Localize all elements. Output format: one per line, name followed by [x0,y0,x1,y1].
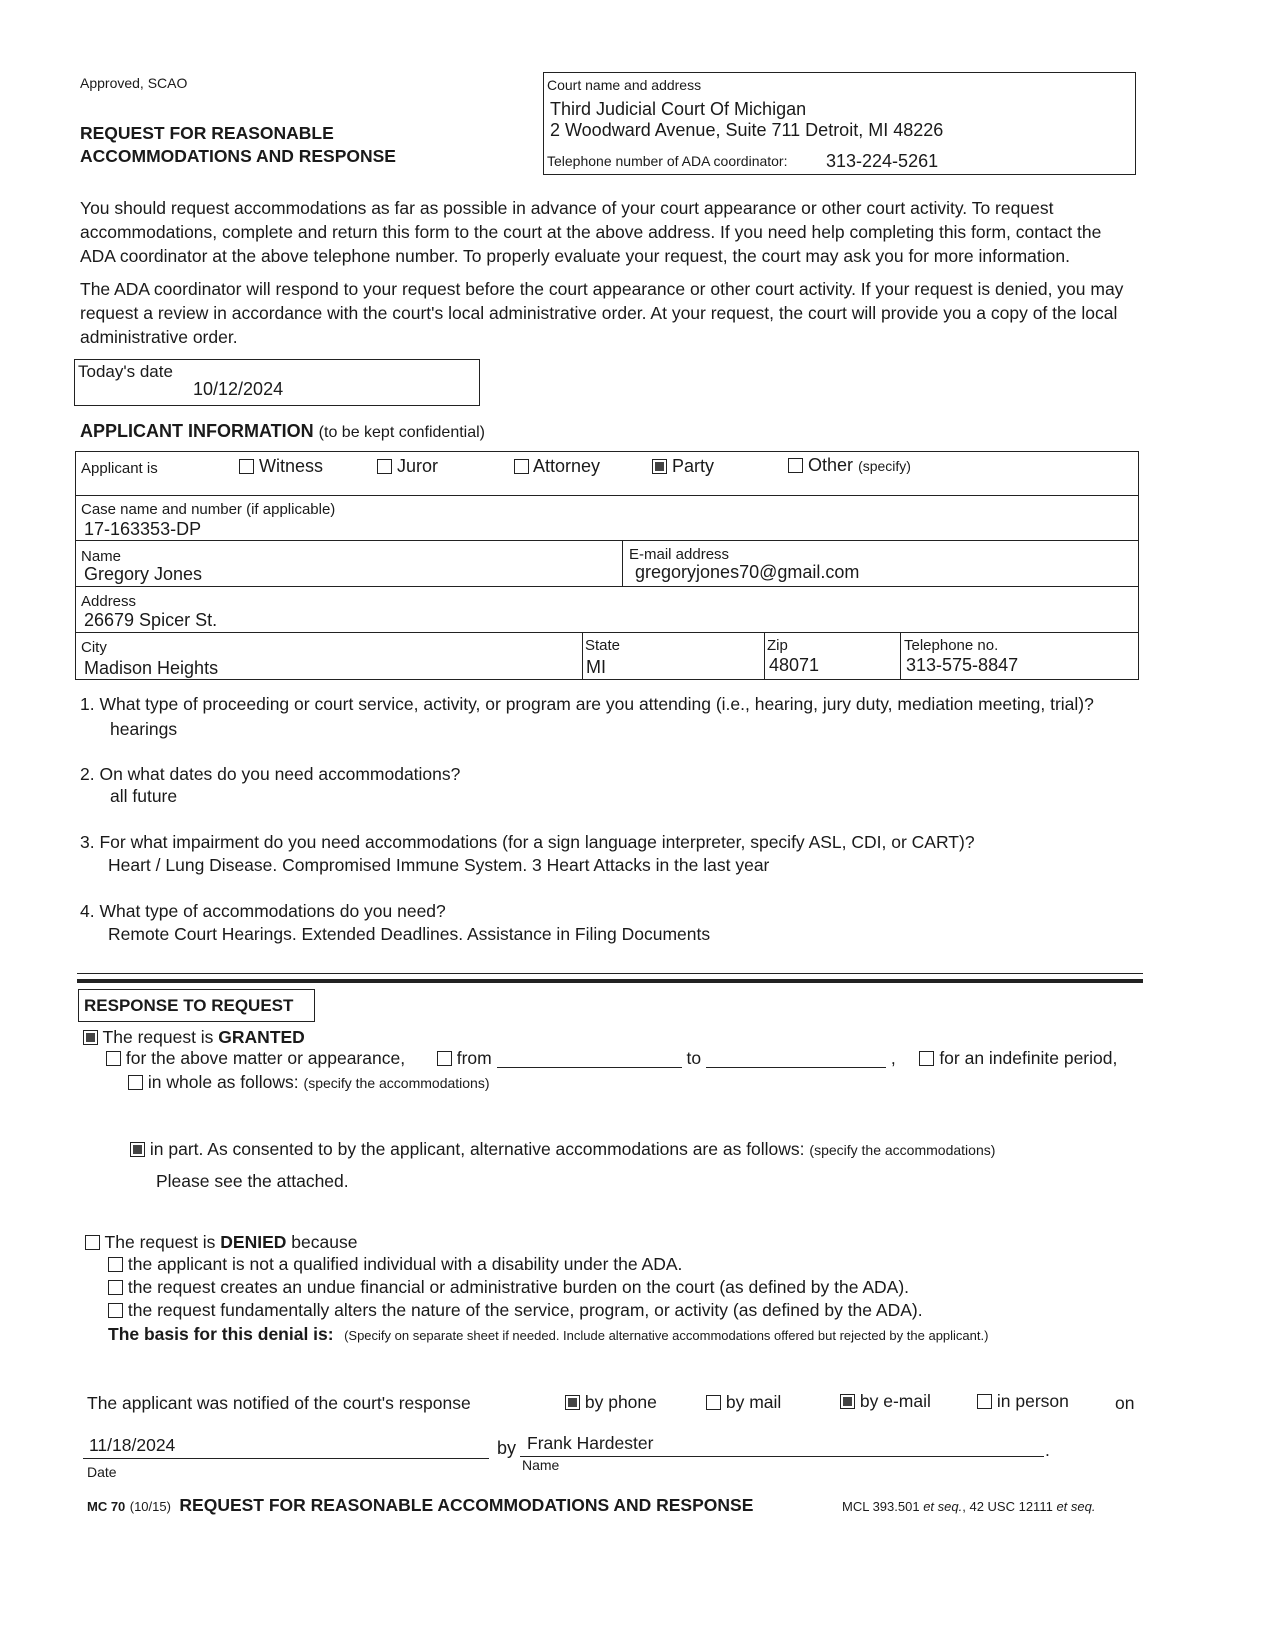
question-3-text: 3. For what impairment do you need accommodations (for a sign language interpreter, specify ASL, CDI, or CART)? [80,832,975,852]
basis-label: The basis for this denial is: [108,1324,334,1344]
role-party[interactable] [652,456,714,477]
notify-email-label: by e-mail [859,1391,931,1411]
separator-thin [77,973,1143,974]
denied-row[interactable] [85,1232,357,1253]
notify-mail[interactable] [706,1392,781,1413]
in-part-checkbox[interactable] [130,1142,145,1157]
by-label: by [497,1438,517,1458]
role-party-label: Party [672,456,715,476]
name-value[interactable]: Gregory Jones [84,564,203,584]
city-value[interactable]: Madison Heights [84,658,219,678]
from-checkbox[interactable] [437,1051,452,1066]
denied-reason-2[interactable] [108,1277,909,1298]
footer-usc: , 42 USC 12111 [962,1499,1053,1514]
address-value[interactable]: 26679 Spicer St. [84,610,218,630]
above-matter-checkbox[interactable] [106,1051,121,1066]
footer-mcl: MCL 393.501 [842,1499,920,1514]
denied-suffix: because [286,1232,358,1252]
todays-date-label: Today's date [78,362,173,381]
case-value[interactable]: 17-163353-DP [84,519,202,539]
phone-value[interactable]: 313-575-8847 [906,655,1019,675]
todays-date-box [74,359,480,406]
to-date-field[interactable] [706,1049,886,1068]
role-attorney-label: Attorney [533,456,601,476]
denied-reason-3[interactable] [108,1300,923,1321]
state-label: State [585,637,621,654]
notify-phone[interactable] [565,1392,657,1413]
name-underline [520,1456,1044,1457]
zip-value[interactable]: 48071 [769,655,820,675]
in-whole-checkbox[interactable] [128,1075,143,1090]
footer-version: (10/15) [129,1499,171,1514]
address-label: Address [81,593,137,610]
court-box-label: Court name and address [547,77,702,93]
in-part-label: in part. As consented to by the applicant, alternative accommodations are as follows: [149,1139,805,1159]
indefinite-label: for an indefinite period, [939,1048,1118,1068]
applicant-is-label: Applicant is [81,460,158,477]
notify-in-person-checkbox[interactable] [977,1394,992,1409]
denied-reason-2-label: the request creates an undue financial or administrative burden on the court (as defined by the ADA). [127,1277,910,1297]
granted-prefix: The request is [102,1027,219,1047]
applicant-section-title: APPLICANT INFORMATION [80,421,314,441]
role-witness[interactable] [239,456,323,477]
in-part-row[interactable] [130,1139,995,1160]
role-witness-label: Witness [259,456,324,476]
denied-reason-1[interactable] [108,1254,682,1275]
intro-paragraph-1: You should request accommodations as far as possible in advance of your court appearance or other court activity. To request accommodations, complete and return this form to the court at the above address. If you need help completing this form, contact the ADA coordinator at the above telephone number. To properly evaluate your request, the court may ask you for more information. [80,198,1102,266]
ada-phone-label: Telephone number of ADA coordinator: [547,153,788,169]
court-box [543,72,1136,175]
intro-paragraph-2: The ADA coordinator will respond to your request before the court appearance or other court activity. If your request is denied, you may request a review in accordance with the court's local administrative order. At your request, the court will provide you a copy of the local administrative order. [80,279,1124,347]
form-title-line1: REQUEST FOR REASONABLE [80,123,334,143]
notify-phone-label: by phone [584,1392,657,1412]
date-underline [83,1458,489,1459]
denied-reason-1-label: the applicant is not a qualified individual with a disability under the ADA. [127,1254,683,1274]
name-label: Name [81,548,122,565]
question-3-answer[interactable]: Heart / Lung Disease. Compromised Immune System. 3 Heart Attacks in the last year [108,855,770,875]
response-title: RESPONSE TO REQUEST [78,989,315,1022]
responder-name[interactable]: Frank Hardester [527,1433,654,1453]
role-juror-label: Juror [397,456,439,476]
above-matter-label: for the above matter or appearance, [125,1048,406,1068]
granted-checkbox[interactable] [83,1030,98,1045]
court-name[interactable]: Third Judicial Court Of Michigan [550,99,807,119]
granted-word: GRANTED [218,1027,305,1047]
question-4-text: 4. What type of accommodations do you need? [80,901,446,921]
question-1-answer[interactable]: hearings [110,719,178,739]
notified-label: The applicant was notified of the court's response [87,1393,471,1413]
to-label: to [686,1048,702,1068]
role-witness-checkbox[interactable] [239,459,254,474]
denied-prefix: The request is [104,1232,221,1252]
footer-citation [842,1499,1095,1514]
denied-reason-3-checkbox[interactable] [108,1303,123,1318]
question-2-text: 2. On what dates do you need accommodations? [80,764,461,784]
question-4-answer[interactable]: Remote Court Hearings. Extended Deadlines. Assistance in Filing Documents [108,924,711,944]
responder-name-label: Name [522,1457,560,1473]
footer-etseq-2: et seq. [1056,1499,1096,1514]
state-value[interactable]: MI [586,657,606,677]
denied-reason-1-checkbox[interactable] [108,1257,123,1272]
notify-on-label: on [1115,1393,1135,1413]
notify-date-value[interactable]: 11/18/2024 [89,1435,176,1455]
denied-word: DENIED [220,1232,287,1252]
applicant-section-heading [80,421,485,442]
role-juror-checkbox[interactable] [377,459,392,474]
from-date-field[interactable] [497,1049,682,1068]
indefinite-checkbox[interactable] [919,1051,934,1066]
notify-mail-label: by mail [725,1392,782,1412]
applicant-table [75,451,1139,680]
applicant-section-note: (to be kept confidential) [318,424,485,441]
role-party-checkbox[interactable] [652,459,667,474]
in-part-specify: (specify the accommodations) [809,1142,996,1158]
ada-phone[interactable]: 313-224-5261 [826,151,939,171]
name-period: . [1045,1440,1050,1460]
role-attorney[interactable] [514,456,600,477]
notify-in-person[interactable] [977,1391,1069,1412]
email-value[interactable]: gregoryjones70@gmail.com [635,562,860,582]
court-address[interactable]: 2 Woodward Avenue, Suite 711 Detroit, MI 48226 [550,120,944,140]
notify-date-label: Date [87,1464,117,1480]
separator-thick [77,979,1143,983]
from-label: from [456,1048,492,1068]
question-1-text: 1. What type of proceeding or court service, activity, or program are you attending (i.e., hearing, jury duty, mediation meeting, trial)? [80,694,1094,714]
granted-row[interactable] [83,1027,305,1048]
denied-checkbox[interactable] [85,1235,100,1250]
notify-mail-checkbox[interactable] [706,1395,721,1410]
basis-row [108,1324,988,1345]
notify-email[interactable] [840,1391,931,1412]
in-whole-row[interactable] [128,1072,490,1093]
denied-reason-2-checkbox[interactable] [108,1280,123,1295]
role-other-specify: (specify) [858,458,911,474]
question-1 [80,694,1094,740]
footer-etseq-1: et seq. [923,1499,963,1514]
role-other-label: Other [808,455,854,475]
basis-note: (Specify on separate sheet if needed. Include alternative accommodations offered but rejected by the applicant.) [344,1328,989,1343]
form-title-line2: ACCOMMODATIONS AND RESPONSE [80,146,396,166]
to-comma: , [890,1048,896,1068]
question-2 [80,764,460,807]
role-other[interactable] [788,455,911,476]
zip-label: Zip [767,637,788,654]
notify-in-person-label: in person [996,1391,1069,1411]
footer-title: REQUEST FOR REASONABLE ACCOMMODATIONS AND RESPONSE [179,1495,754,1515]
form-title [80,122,396,168]
question-3 [80,832,975,876]
role-juror[interactable] [377,456,438,477]
notify-email-checkbox[interactable] [840,1394,855,1409]
question-4 [80,901,710,945]
phone-label: Telephone no. [904,637,999,654]
approved-text: Approved, SCAO [80,75,188,91]
city-label: City [81,639,107,656]
in-part-text[interactable]: Please see the attached. [156,1171,349,1191]
in-whole-specify: (specify the accommodations) [303,1075,490,1091]
footer-form-id: MC 70 [87,1499,126,1514]
email-label: E-mail address [629,546,730,563]
granted-options-row [106,1048,1117,1069]
question-2-answer[interactable]: all future [110,786,178,806]
case-label: Case name and number (if applicable) [81,501,336,518]
role-other-checkbox[interactable] [788,458,803,473]
in-whole-label: in whole as follows: [147,1072,299,1092]
denied-reason-3-label: the request fundamentally alters the nature of the service, program, or activity (as defined by the ADA). [127,1300,923,1320]
notify-phone-checkbox[interactable] [565,1395,580,1410]
todays-date-value[interactable]: 10/12/2024 [193,379,284,399]
role-attorney-checkbox[interactable] [514,459,529,474]
footer-left [87,1495,753,1516]
